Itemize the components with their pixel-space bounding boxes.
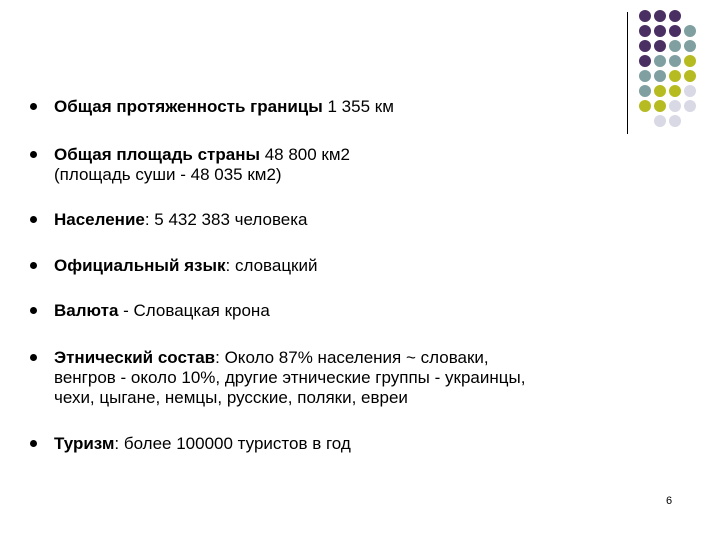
- dot: [669, 10, 681, 22]
- bullet-text: [54, 301, 614, 321]
- bullet-marker: [30, 262, 37, 269]
- dot: [639, 10, 651, 22]
- dot: [654, 70, 666, 82]
- dot: [669, 25, 681, 37]
- bullet-label: Официальный язык: [54, 256, 226, 275]
- bullet-label: Туризм: [54, 434, 115, 453]
- bullet-text: [54, 434, 614, 454]
- bullet-value: 48 800 км2: [259, 145, 351, 164]
- bullet-label: Общая протяженность границы: [54, 97, 323, 116]
- dot: [684, 85, 696, 97]
- divider-line: [627, 12, 628, 134]
- dot: [669, 40, 681, 52]
- bullet-text: [54, 145, 614, 185]
- bullet-value: : словацкий: [225, 256, 318, 275]
- bullet-text: [54, 348, 614, 408]
- dot: [654, 25, 666, 37]
- dot: [669, 100, 681, 112]
- bullet-marker: [30, 440, 37, 447]
- bullet-label: Валюта: [54, 301, 119, 320]
- bullet-value: : 5 432 383 человека: [144, 210, 308, 229]
- dot: [684, 10, 696, 22]
- dot: [639, 115, 651, 127]
- bullet-marker: [30, 354, 37, 361]
- bullet-value: : Около 87% населения ~ словаки,: [215, 348, 489, 367]
- dot: [654, 100, 666, 112]
- dot: [639, 85, 651, 97]
- dot: [684, 115, 696, 127]
- page-number: 6: [666, 495, 673, 507]
- bullet-text: [54, 97, 614, 117]
- dot: [669, 85, 681, 97]
- bullet-value-line3: чехи, цыгане, немцы, русские, поляки, евреи: [54, 388, 408, 407]
- dot: [639, 55, 651, 67]
- bullet-marker: [30, 216, 37, 223]
- bullet-label: Этнический состав: [54, 348, 216, 367]
- dot: [684, 55, 696, 67]
- dot: [654, 115, 666, 127]
- dot: [639, 25, 651, 37]
- bullet-value: 1 355 км: [322, 97, 394, 116]
- dot: [684, 70, 696, 82]
- dot: [639, 100, 651, 112]
- dot: [684, 40, 696, 52]
- dot: [654, 85, 666, 97]
- dot: [654, 10, 666, 22]
- bullet-marker: [30, 151, 37, 158]
- dot: [639, 70, 651, 82]
- dot: [654, 40, 666, 52]
- dot: [669, 55, 681, 67]
- dot: [669, 70, 681, 82]
- bullet-text: [54, 210, 614, 230]
- dot: [654, 55, 666, 67]
- bullet-value: - Словацкая крона: [118, 301, 270, 320]
- dot: [669, 115, 681, 127]
- dot: [684, 25, 696, 37]
- dot: [639, 40, 651, 52]
- bullet-marker: [30, 103, 37, 110]
- bullet-text: [54, 256, 614, 276]
- decorative-dot-grid: [639, 10, 696, 127]
- bullet-value: : более 100000 туристов в год: [114, 434, 351, 453]
- bullet-label: Общая площадь страны: [54, 145, 260, 164]
- dot: [684, 100, 696, 112]
- bullet-value-line2: (площадь суши - 48 035 км2): [54, 165, 282, 184]
- bullet-marker: [30, 307, 37, 314]
- bullet-value-line2: венгров - около 10%, другие этнические группы - украинцы,: [54, 368, 526, 387]
- bullet-label: Население: [54, 210, 145, 229]
